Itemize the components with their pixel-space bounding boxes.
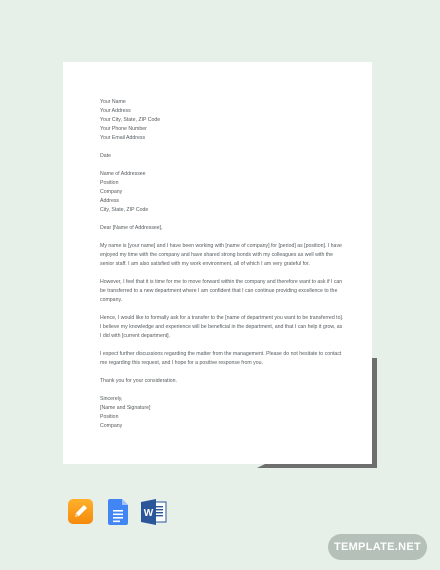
- letter-content: [100, 98, 345, 440]
- recipient-position: Position: [100, 180, 119, 186]
- closing-block: [100, 395, 345, 431]
- word-icon[interactable]: [141, 499, 167, 525]
- letter-preview: [63, 62, 377, 468]
- sender-phone: Your Phone Number: [100, 126, 147, 132]
- recipient-city: City, State, ZIP Code: [100, 207, 149, 213]
- template-net-badge[interactable]: TEMPLATE.NET: [328, 534, 427, 560]
- closing-signature: [Name and Signature]: [100, 405, 151, 411]
- letter-page: [63, 62, 372, 464]
- recipient-name: Name of Addressee: [100, 171, 146, 177]
- body-paragraph-4: I expect further discussions regarding the matter from the management. Please do not hesitate to contact me regarding this request, and I hope for a positive response from you.: [100, 351, 342, 366]
- google-docs-icon[interactable]: [108, 499, 128, 525]
- body-paragraph-2: However, I feel that it is time for me to move forward within the company and therefore want to ask if I can be transferred to a new department where I am confident that I can continue providing excellence to the company.: [100, 279, 343, 303]
- body-paragraph-5: Thank you for your consideration.: [100, 378, 177, 384]
- body-paragraph-3: Hence, I would like to formally ask for a transfer to the [name of department you want to be transferred to]. I believe my knowledge and experience will be beneficial in the department, and that I can help it grow, as I did with [current department].: [100, 315, 344, 339]
- salutation: Dear [Name of Addressee],: [100, 225, 163, 231]
- closing-position: Position: [100, 414, 119, 420]
- sender-name: Your Name: [100, 99, 126, 105]
- pages-icon[interactable]: [68, 499, 93, 524]
- recipient-block: [100, 170, 345, 215]
- sender-address: Your Address: [100, 108, 131, 114]
- recipient-company: Company: [100, 189, 123, 195]
- sender-city: Your City, State, ZIP Code: [100, 117, 161, 123]
- body-paragraph-1: My name is [your name] and I have been working with [name of company] for [period] as [position]. I have enjoyed my time with the company and have shared strong bonds with my colleagues as well with the senior staff. I am also satisfied with my work environment, all of which I am very grateful for.: [100, 243, 342, 267]
- sender-block: [100, 98, 345, 143]
- closing-sincerely: Sincerely,: [100, 396, 123, 402]
- date-line: Date: [100, 153, 111, 159]
- app-format-icons: [68, 499, 167, 525]
- sender-email: Your Email Address: [100, 135, 146, 141]
- closing-company: Company: [100, 423, 123, 429]
- word-letter: W: [143, 508, 154, 519]
- recipient-address: Address: [100, 198, 120, 204]
